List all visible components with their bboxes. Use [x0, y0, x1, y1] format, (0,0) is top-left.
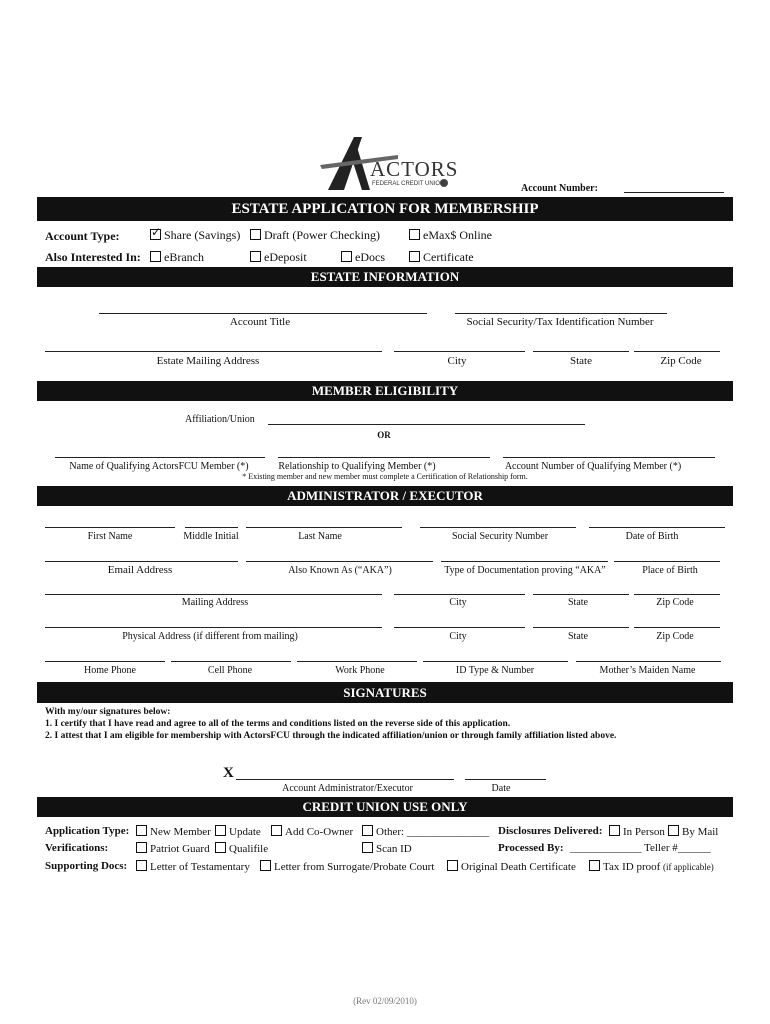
ssn-tin-caption: Social Security/Tax Identification Number — [466, 316, 654, 328]
administrator-executor-title: ADMINISTRATOR / EXECUTOR — [287, 488, 483, 503]
checkbox-icon[interactable] — [250, 251, 261, 262]
qualifying-member-caption: Name of Qualifying ActorsFCU Member (*) — [69, 461, 249, 472]
option-new-member: New Member — [150, 826, 211, 838]
last-name-field[interactable] — [246, 527, 402, 528]
checkbox-edocs[interactable] — [341, 250, 385, 265]
physical-zip-field[interactable] — [634, 627, 720, 628]
physical-state-caption: State — [568, 631, 588, 642]
processed-by-label: Processed By: — [498, 842, 564, 854]
credit-union-use-header — [37, 797, 733, 817]
estate-zip-caption: Zip Code — [660, 355, 702, 367]
administrator-signature-caption: Account Administrator/Executor — [282, 783, 413, 794]
home-phone-caption: Home Phone — [84, 665, 136, 676]
aka-field[interactable] — [246, 561, 433, 562]
option-update: Update — [229, 826, 261, 838]
checkbox-icon[interactable] — [341, 251, 352, 262]
option-add-co-owner: Add Co-Owner — [285, 826, 354, 838]
option-surrogate-letter: Letter from Surrogate/Probate Court — [274, 861, 435, 873]
also-interested-label: Also Interested In: — [45, 250, 141, 264]
mothers-maiden-name-field[interactable] — [576, 661, 721, 662]
aka-documentation-field[interactable] — [441, 561, 608, 562]
physical-city-caption: City — [449, 631, 467, 642]
credit-union-use-title: CREDIT UNION USE ONLY — [302, 799, 468, 814]
checkbox-icon[interactable] — [609, 825, 620, 836]
option-by-mail: By Mail — [682, 826, 719, 838]
checkbox-by-mail[interactable] — [668, 825, 718, 838]
estate-zip-field[interactable] — [634, 351, 720, 352]
admin-ssn-field[interactable] — [420, 527, 576, 528]
place-of-birth-field[interactable] — [614, 561, 720, 562]
estate-state-field[interactable] — [533, 351, 629, 352]
signatures-item-1: 1. I certify that I have read and agree to all of the terms and conditions listed on the reverse side of this application. — [45, 719, 511, 729]
checkbox-in-person[interactable] — [609, 825, 665, 838]
option-qualifile: Qualifile — [229, 843, 269, 855]
estate-city-caption: City — [447, 355, 467, 367]
estate-mailing-address-caption: Estate Mailing Address — [156, 355, 260, 367]
checkbox-emax[interactable] — [409, 228, 492, 243]
option-other: Other: _______________ — [376, 826, 490, 838]
admin-mailing-address-caption: Mailing Address — [181, 597, 249, 608]
affiliation-union-label: Affiliation/Union — [185, 414, 255, 425]
checkbox-icon[interactable] — [136, 842, 147, 853]
checkbox-icon[interactable] — [447, 860, 458, 871]
first-name-field[interactable] — [45, 527, 175, 528]
option-draft: Draft (Power Checking) — [264, 228, 380, 242]
relationship-field[interactable] — [278, 457, 490, 458]
admin-mailing-zip-field[interactable] — [634, 594, 720, 595]
checkbox-tax-id-proof[interactable] — [589, 860, 714, 873]
option-ebranch: eBranch — [164, 250, 204, 264]
work-phone-caption: Work Phone — [335, 665, 385, 676]
ssn-tin-field[interactable] — [455, 313, 667, 314]
estate-state-caption: State — [570, 355, 592, 367]
admin-mailing-address-field[interactable] — [45, 594, 382, 595]
physical-address-field[interactable] — [45, 627, 382, 628]
checkbox-add-co-owner[interactable] — [271, 825, 353, 838]
qualifying-account-caption: Account Number of Qualifying Member (*) — [504, 461, 682, 472]
aka-documentation-caption: Type of Documentation proving “AKA” — [444, 565, 606, 576]
signature-x-mark: X — [223, 765, 234, 781]
checkbox-icon[interactable] — [136, 825, 147, 836]
signatures-title: SIGNATURES — [343, 685, 427, 700]
admin-mailing-zip-caption: Zip Code — [656, 597, 694, 608]
first-name-caption: First Name — [87, 531, 133, 542]
member-eligibility-header — [37, 381, 733, 401]
physical-city-field[interactable] — [394, 627, 525, 628]
checkbox-share-savings[interactable] — [150, 228, 240, 243]
or-label: OR — [377, 430, 391, 440]
signatures-intro: With my/our signatures below: — [45, 707, 171, 717]
verifications-label: Verifications: — [45, 842, 109, 854]
logo-subtitle: FEDERAL CREDIT UNION — [372, 181, 445, 187]
checkbox-update[interactable] — [215, 825, 261, 838]
teller-field[interactable]: Teller #______ — [644, 842, 711, 854]
administrator-signature-field[interactable] — [236, 779, 454, 780]
middle-initial-caption: Middle Initial — [183, 531, 239, 542]
supporting-docs-label: Supporting Docs: — [45, 860, 128, 872]
checkbox-icon[interactable] — [362, 825, 373, 836]
place-of-birth-caption: Place of Birth — [642, 565, 698, 576]
account-number-label: Account Number: — [521, 183, 598, 194]
qualifying-account-field[interactable] — [503, 457, 715, 458]
work-phone-field[interactable] — [297, 661, 417, 662]
checkbox-icon[interactable] — [271, 825, 282, 836]
option-patriot-guard: Patriot Guard — [150, 843, 210, 855]
qualifying-member-field[interactable] — [55, 457, 265, 458]
option-letter-of-testamentary: Letter of Testamentary — [150, 861, 250, 873]
date-of-birth-field[interactable] — [589, 527, 725, 528]
id-type-number-field[interactable] — [423, 661, 568, 662]
form-title — [37, 197, 733, 221]
estate-mailing-address-field[interactable] — [45, 351, 382, 352]
admin-ssn-caption: Social Security Number — [451, 531, 549, 542]
middle-initial-field[interactable] — [185, 527, 238, 528]
signature-date-field[interactable] — [465, 779, 546, 780]
checkbox-certificate[interactable] — [409, 250, 474, 265]
checkbox-scan-id[interactable] — [362, 842, 412, 855]
option-tax-id-proof: Tax ID proof — [603, 861, 661, 873]
checkbox-patriot-guard[interactable] — [136, 842, 210, 855]
estate-city-field[interactable] — [394, 351, 525, 352]
option-share-savings: Share (Savings) — [164, 228, 241, 242]
form-title-text: ESTATE APPLICATION FOR MEMBERSHIP — [231, 201, 539, 217]
admin-mailing-state-field[interactable] — [533, 594, 629, 595]
checkbox-icon[interactable] — [215, 825, 226, 836]
checkbox-icon[interactable] — [362, 842, 373, 853]
checkbox-ebranch[interactable] — [150, 250, 204, 265]
disclosures-label: Disclosures Delivered: — [498, 825, 603, 837]
account-title-caption: Account Title — [229, 316, 291, 328]
checkbox-icon[interactable] — [260, 860, 271, 871]
email-field[interactable] — [45, 561, 238, 562]
account-number-line[interactable] — [624, 192, 724, 193]
logo-name: ACTORS — [370, 157, 459, 181]
affiliation-union-field[interactable] — [268, 424, 585, 425]
option-edeposit: eDeposit — [264, 250, 307, 264]
checkbox-draft[interactable] — [250, 228, 380, 243]
option-emax: eMax$ Online — [423, 228, 492, 242]
date-of-birth-caption: Date of Birth — [625, 531, 679, 542]
member-eligibility-title: MEMBER ELIGIBILITY — [311, 383, 459, 398]
account-title-field[interactable] — [99, 313, 427, 314]
cell-phone-caption: Cell Phone — [207, 665, 253, 676]
physical-address-caption: Physical Address (if different from mailing) — [122, 631, 298, 642]
checkbox-icon[interactable] — [136, 860, 147, 871]
checkbox-icon[interactable] — [409, 251, 420, 262]
estate-information-title: ESTATE INFORMATION — [310, 269, 460, 284]
checkbox-icon[interactable] — [250, 229, 261, 240]
checkbox-letter-of-testamentary[interactable] — [136, 860, 250, 873]
checkbox-new-member[interactable] — [136, 825, 211, 838]
admin-mailing-city-field[interactable] — [394, 594, 525, 595]
last-name-caption: Last Name — [298, 531, 342, 542]
option-certificate: Certificate — [423, 250, 474, 264]
email-caption: Email Address — [107, 564, 173, 576]
checked-box-icon[interactable] — [150, 229, 161, 240]
checkbox-other[interactable] — [362, 825, 489, 838]
option-in-person: In Person — [623, 826, 665, 838]
option-death-certificate: Original Death Certificate — [461, 861, 576, 873]
checkbox-icon[interactable] — [150, 251, 161, 262]
physical-zip-caption: Zip Code — [656, 631, 694, 642]
signatures-header — [37, 682, 733, 703]
actors-logo — [318, 133, 458, 193]
checkbox-icon[interactable] — [668, 825, 679, 836]
relationship-caption: Relationship to Qualifying Member (*) — [278, 461, 436, 472]
cell-phone-field[interactable] — [171, 661, 291, 662]
signatures-item-2: 2. I attest that I am eligible for membership with ActorsFCU through the indicated affiliation/union or through family affiliation listed above. — [45, 731, 617, 741]
revision-footer: (Rev 02/09/2010) — [353, 996, 417, 1006]
admin-mailing-city-caption: City — [449, 597, 467, 608]
administrator-executor-header — [37, 486, 733, 506]
checkbox-edeposit[interactable] — [250, 250, 307, 265]
account-type-label: Account Type: — [45, 229, 120, 243]
home-phone-field[interactable] — [45, 661, 165, 662]
mothers-maiden-name-caption: Mother’s Maiden Name — [599, 665, 696, 676]
tax-id-proof-note: (if applicable) — [663, 862, 714, 872]
estate-information-header — [37, 267, 733, 287]
option-scan-id: Scan ID — [376, 843, 412, 855]
checkbox-qualifile[interactable] — [215, 842, 268, 855]
eligibility-note: * Existing member and new member must complete a Certification of Relationship form. — [242, 472, 528, 481]
processed-by-field[interactable]: _____________ — [570, 842, 642, 854]
aka-caption: Also Known As (“AKA”) — [288, 565, 392, 576]
checkbox-icon[interactable] — [589, 860, 600, 871]
checkbox-icon[interactable] — [409, 229, 420, 240]
physical-state-field[interactable] — [533, 627, 629, 628]
checkbox-surrogate-letter[interactable] — [260, 860, 434, 873]
checkbox-death-certificate[interactable] — [447, 860, 576, 873]
signature-date-caption: Date — [491, 783, 511, 794]
admin-mailing-state-caption: State — [568, 597, 588, 608]
application-type-label: Application Type: — [45, 825, 130, 837]
checkbox-icon[interactable] — [215, 842, 226, 853]
option-edocs: eDocs — [355, 250, 385, 264]
id-type-number-caption: ID Type & Number — [455, 665, 535, 676]
